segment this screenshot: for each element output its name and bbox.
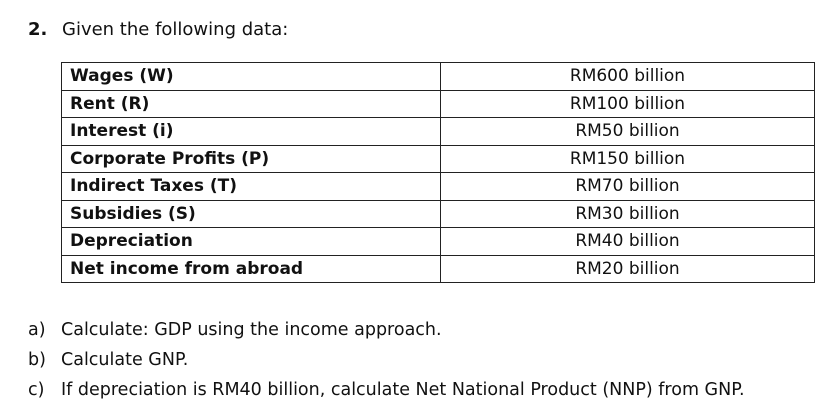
row-value: RM20 billion [441,255,815,283]
task-text: If depreciation is RM40 billion, calculate Net National Product (NNP) from GNP. [61,380,745,400]
data-table [61,62,815,283]
table-row [62,173,815,201]
question-number: 2. [28,19,48,40]
question-text: Given the following data: [62,19,289,40]
table-row [62,145,815,173]
task-text: Calculate GNP. [61,350,189,370]
row-label: Depreciation [62,228,441,256]
table-row [62,118,815,146]
row-value: RM40 billion [441,228,815,256]
row-label: Wages (W) [62,63,441,91]
row-label: Net income from abroad [62,255,441,283]
row-label: Interest (i) [62,118,441,146]
table-row [62,63,815,91]
row-value: RM150 billion [441,145,815,173]
table-row [62,90,815,118]
row-label: Indirect Taxes (T) [62,173,441,201]
task-marker: a) [28,320,46,340]
row-label: Corporate Profits (P) [62,145,441,173]
row-value: RM100 billion [441,90,815,118]
task-item [28,345,745,375]
row-label: Rent (R) [62,90,441,118]
row-value: RM30 billion [441,200,815,228]
task-item [28,315,745,345]
task-marker: c) [28,380,45,400]
task-list [28,315,745,405]
table-row [62,228,815,256]
row-value: RM70 billion [441,173,815,201]
table-row [62,200,815,228]
task-marker: b) [28,350,46,370]
task-text: Calculate: GDP using the income approach. [61,320,442,340]
table-row [62,255,815,283]
row-value: RM600 billion [441,63,815,91]
question-header [28,18,288,42]
row-value: RM50 billion [441,118,815,146]
row-label: Subsidies (S) [62,200,441,228]
